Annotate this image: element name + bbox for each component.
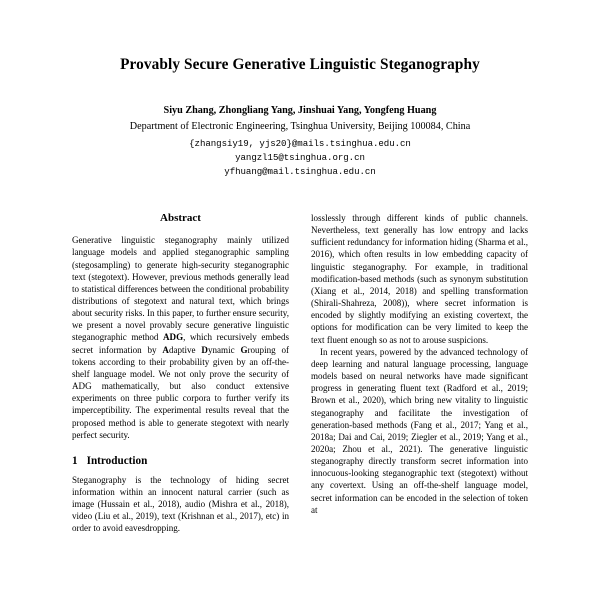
abstract-bold-d: D: [201, 344, 208, 355]
abstract-text-part1: Generative linguistic steganography mainly utilized language models and applied steganographic sampling (stegosampling) to generate high-security steganographic text (stegotext). However, previous methods generally lead to statistical differences between the conditional probability distributions of stegotext and natural text, which brings about security risks. In this paper, to further ensure security, we present a novel provably secure generative linguistic steganographic method: [72, 235, 289, 343]
affiliation: Department of Electronic Engineering, Tsinghua University, Beijing 100084, China: [129, 121, 471, 133]
email-line-3: yfhuang@mail.tsinghua.edu.cn: [224, 165, 376, 177]
section-title: Introduction: [86, 454, 148, 467]
author-list: Siyu Zhang, Zhongliang Yang, Jinshuai Yang, Yongfeng Huang: [163, 105, 437, 117]
section-number: 1: [72, 454, 78, 467]
abstract-text-part4: ynamic: [207, 344, 241, 355]
email-line-2: yangzl15@tsinghua.org.cn: [235, 151, 365, 163]
introduction-paragraph-1: Steganography is the technology of hiding secret information within an innocent natural carrier (such as image (Hussain et al., 2018), audio (Mishra et al., 2018), video (Liu et al., 2019), text (Krishnan et al., 2017), etc) in order to avoid eavesdropping.: [72, 474, 289, 534]
abstract-text-part3: daptive: [168, 344, 202, 355]
email-block: [72, 134, 528, 178]
abstract-bold-a: A: [162, 344, 169, 355]
email-line-1: {zhangsiy19, yjs20}@mails.tsinghua.edu.cn: [189, 137, 411, 149]
abstract-heading: Abstract: [160, 212, 201, 224]
introduction-paragraph-1-continued: losslessly through different kinds of public channels. Nevertheless, text generally has low entropy and lacks sufficient redundancy for information hiding (Sharma et al., 2016), which often results in low embedding capacity of linguistic steganography. For example, in traditional modification-based methods (such as synonym substitution (Xiang et al., 2014, 2018) and spelling transformation (Shirali-Shahreza, 2008)), where secret information is encoded by slightly modifying an existing covertext, the options for modification can be very limited to keep the text fluent enough so as not to arouse suspicions.: [311, 213, 528, 345]
abstract-paragraph: [72, 234, 289, 441]
left-column: [72, 212, 289, 535]
abstract-bold-adg: ADG: [163, 332, 184, 343]
abstract-bold-g: G: [240, 344, 248, 355]
two-column-body: [72, 212, 528, 535]
introduction-heading: [72, 454, 289, 468]
right-column: [311, 212, 528, 535]
introduction-paragraph-2: In recent years, powered by the advanced technology of deep learning and natural language processing, language models based on neural networks have made significant progress in generating fluent text (Radford et al., 2019; Brown et al., 2020), which bring new vitality to linguistic steganography and facilitate the investigation of generation-based methods (Fang et al., 2017; Yang et al., 2018a; Dai and Cai, 2019; Ziegler et al., 2019; Yang et al., 2020a; Zhou et al., 2021). The generative linguistic steganography directly transform secret information into innocuous-looking steganographic text (stegotext) without any covertext. Using an off-the-shelf language model, secret information can be encoded in the selection of token at: [311, 346, 528, 515]
page-title: Provably Secure Generative Linguistic Steganography: [120, 56, 480, 73]
abstract-text-part5: rouping of tokens according to their probability given by an off-the-shelf language model. We not only prove the security of ADG mathematically, but also conduct extensive experiments on three public corpora to further verify its imperceptibility. The experimental results reveal that the proposed method is able to generate stegotext with nearly perfect security.: [72, 344, 290, 440]
abstract-text-part2: , which recursively embeds secret information by: [72, 332, 289, 355]
